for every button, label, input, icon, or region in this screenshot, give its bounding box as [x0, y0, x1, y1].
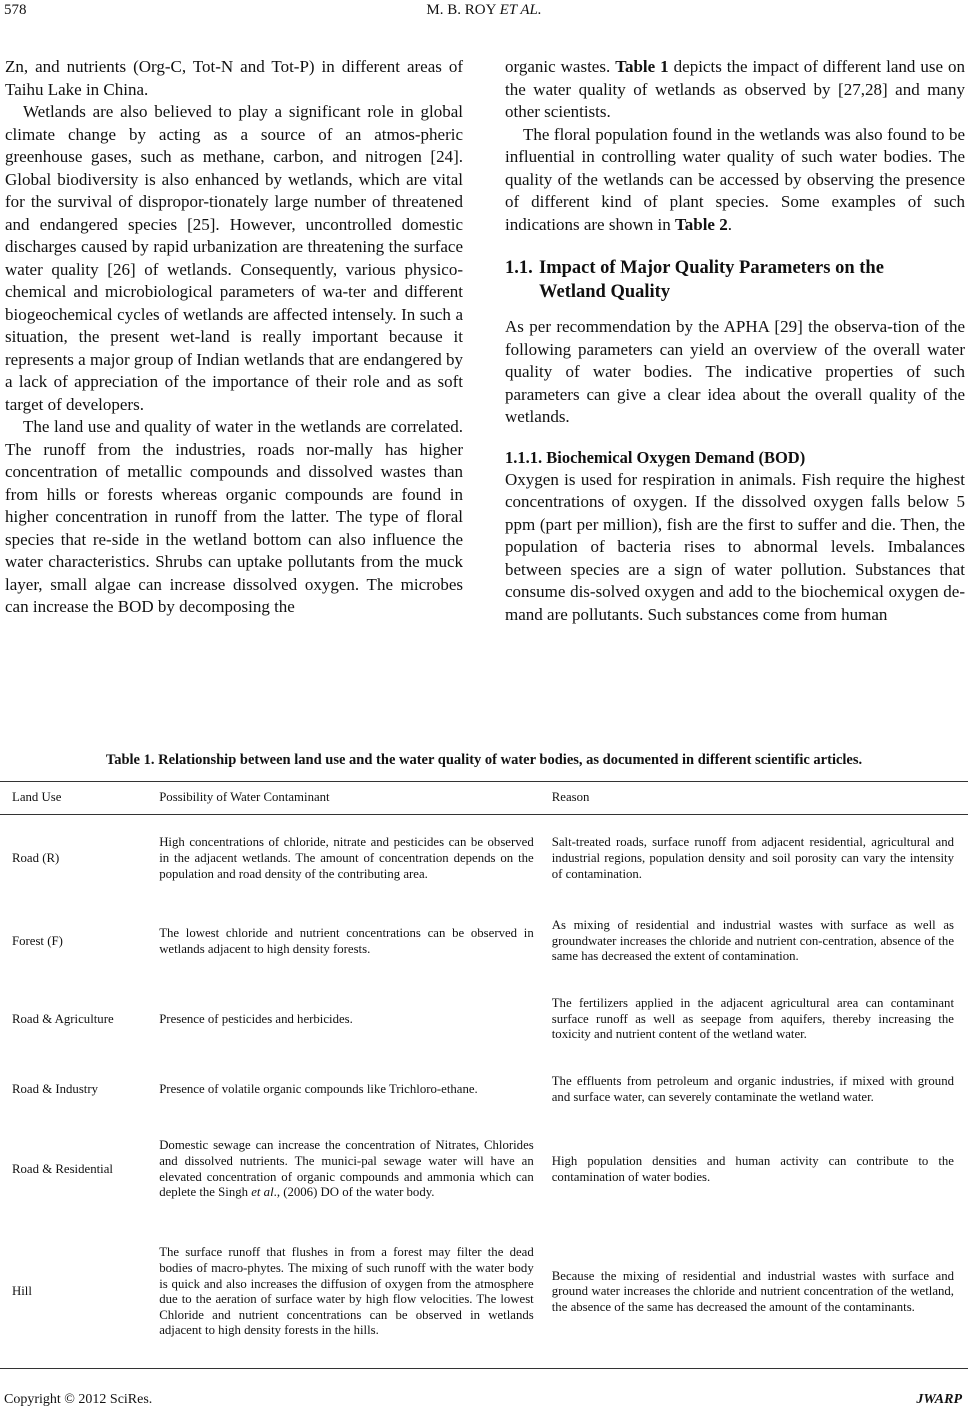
header-contaminant: Possibility of Water Contaminant: [147, 782, 540, 815]
page-number: 578: [4, 2, 27, 18]
table-row: [0, 815, 968, 903]
left-paragraph-2: Wetlands are also believed to play a significant role in global climate change by acting as a source of an atmos-pheric greenhouse gases, such as methane, carbon, and nitrogen [24]. Global biodiversity is also enhanced by wetlands, which are vital for the survival of dispropor-tionately large number of threatened and endangered species [25]. However, uncontrolled domestic discharges caused by rapid urbanization are threatening the surface water quality [26] of wetlands. Consequently, various physico-chemical and microbiological parameters of wa-ter and different biogeochemical cycles of wetlands are affected intensely. In such a situation, the present wet-land is really important because it represents a major group of Indian wetlands that are endangered by a lack of appreciation of the importance of their role and as soft target of developers.: [5, 102, 463, 414]
cell-contaminant: High concentrations of chloride, nitrate and pesticides can be observed in the adjacent wetlands. The amount of concentration depends on the population and road density of the contributing area.: [159, 835, 534, 881]
paragraph-text: .: [727, 214, 732, 234]
section-heading: [505, 256, 965, 304]
footer-copyright: Copyright © 2012 SciRes.: [4, 1392, 153, 1407]
cell-reason: Because the mixing of residential and industrial wastes with surface and ground water increases the chloride and nutrient concentration of the wetland, the absence of the same has decreased the amount of the contaminants.: [540, 1219, 968, 1369]
table-container: [0, 781, 968, 1369]
cell-contaminant: Presence of volatile organic compounds like Trichloro-ethane.: [159, 1081, 478, 1096]
cell-text: Domestic sewage can increase the concentration of Nitrates, Chlorides and dissolved nutrients. The munici-pal sewage water will have an elevated concentration of organic compounds and ammonia which can deplete the Singh: [159, 1138, 534, 1200]
right-paragraph-2: [505, 124, 965, 237]
section-number: 1.1.: [505, 258, 533, 278]
cell-reason: The fertilizers applied in the adjacent agricultural area can contaminant surface runoff as well as seepage from aquifers, thereby increasing the toxicity and nutrient content of the wetland water.: [551, 996, 954, 1042]
page-header: [0, 0, 968, 30]
table-header-row: [0, 782, 968, 815]
cell-land-use: Road & Industry: [12, 1081, 99, 1096]
table-row: [0, 1121, 968, 1219]
table-row: [0, 981, 968, 1059]
land-use-table: [0, 781, 968, 1369]
cell-reason: Salt-treated roads, surface runoff from adjacent residential, agricultural and industrial regions, population density and soil porosity can vary the intensity of contamination.: [551, 835, 954, 881]
cell-land-use: Road (R): [12, 850, 60, 865]
cell-contaminant: The lowest chloride and nutrient concentrations can be observed in wetlands adjacent to high density forests.: [159, 925, 534, 956]
section-title-line-1: Impact of Major Quality Parameters on the: [539, 258, 884, 278]
header-land-use: Land Use: [0, 782, 147, 815]
cell-text: ., (2006) DO of the water body.: [273, 1185, 435, 1200]
right-paragraph-3: As per recommendation by the APHA [29] the observa-tion of the following parameters can yield an overview of the overall water quality of water bodies. The indicative properties of such parameters can give a clear idea about the overall quality of the wetlands.: [505, 317, 965, 426]
cell-contaminant: Presence of pesticides and herbicides.: [159, 1011, 353, 1026]
right-paragraph-1: [505, 56, 965, 124]
cell-contaminant: [147, 1121, 540, 1219]
cell-land-use: Road & Residential: [12, 1161, 113, 1176]
table-2-reference[interactable]: Table 2: [674, 214, 728, 234]
paragraph-text: The floral population found in the wetlands was also found to be influential in controlling water quality of such water bodies. The quality of the wetlands can be accessed by observing the presence of different kind of plant species. Some examples of such indications are shown in: [505, 124, 965, 234]
header-reason: Reason: [540, 782, 968, 815]
cell-land-use: Road & Agriculture: [12, 1011, 114, 1026]
table-row: [0, 903, 968, 981]
cell-reason: As mixing of residential and industrial wastes with surface as well as groundwater increases the chloride and nutrient con-centration, absence of the same has decreased the extent of contamination.: [551, 918, 954, 964]
footer-journal: JWARP: [916, 1392, 962, 1407]
cell-land-use: Forest (F): [12, 933, 63, 948]
table-row: [0, 1059, 968, 1121]
section-title-line-2: Wetland Quality: [539, 282, 671, 302]
left-column: [5, 56, 463, 619]
table-1-reference[interactable]: Table 1: [615, 57, 669, 76]
paragraph-text: depicts the impact of different land use on the water quality of wetlands as observed by [27,28] and many other scientists.: [505, 57, 965, 121]
running-head-etal: ET AL.: [499, 2, 542, 18]
table-caption: Table 1. Relationship between land use and the water quality of water bodies, as documented in different scientific articles.: [105, 752, 863, 768]
left-paragraph-1: Zn, and nutrients (Org-C, Tot-N and Tot-P) in different areas of Taihu Lake in China.: [5, 57, 463, 99]
cell-land-use: Hill: [0, 1219, 147, 1369]
paragraph-text: organic wastes.: [505, 57, 616, 76]
table-row: [0, 1219, 968, 1369]
subsection-heading: 1.1.1. Biochemical Oxygen Demand (BOD): [505, 447, 806, 467]
right-column: [505, 56, 965, 626]
cell-text-etal: et al: [251, 1185, 274, 1200]
cell-reason: The effluents from petroleum and organic industries, if mixed with ground and surface water, can severely contaminate the wetland water.: [551, 1073, 954, 1104]
running-head-author: M. B. ROY: [426, 2, 496, 18]
cell-contaminant: The surface runoff that flushes in from a forest may filter the dead bodies of macro-phytes. The mixing of such runoff with the water body is quick and also increases the diffusion of oxygen from the atmosphere due to the aeration of surface water by high flow velocities. The lowest Chloride and nutrient concentrations can be observed in wetlands adjacent to high density forests in the hills.: [147, 1219, 540, 1369]
running-head: [0, 2, 968, 19]
left-paragraph-3: The land use and quality of water in the wetlands are correlated. The runoff from the industries, roads nor-mally has higher concentration of metallic compounds and dissolved wastes than from hills or forests whereas organic compounds are found in higher concentration in runoff from the latter. The type of floral species that re-side in the wetland bottom can also influence the water characteristics. Shrubs can uptake pollutants from the muck layer, small algae can increase dissolved oxygen. The microbes can increase the BOD by decomposing the: [5, 417, 463, 616]
right-paragraph-4: Oxygen is used for respiration in animals. Fish require the highest concentrations of oxygen. If the dissolved oxygen falls below 5 ppm (part per million), fish are the first to suffer and die. Then, the population of bacteria rises to abnormal levels. Imbalances between species are a sign of water pollution. Substances that consume dis-solved oxygen and add to the biochemical oxygen de-mand are pollutants. Such substances come from human: [505, 469, 965, 624]
cell-reason: High population densities and human activity can contribute to the contamination of water bodies.: [551, 1153, 954, 1184]
